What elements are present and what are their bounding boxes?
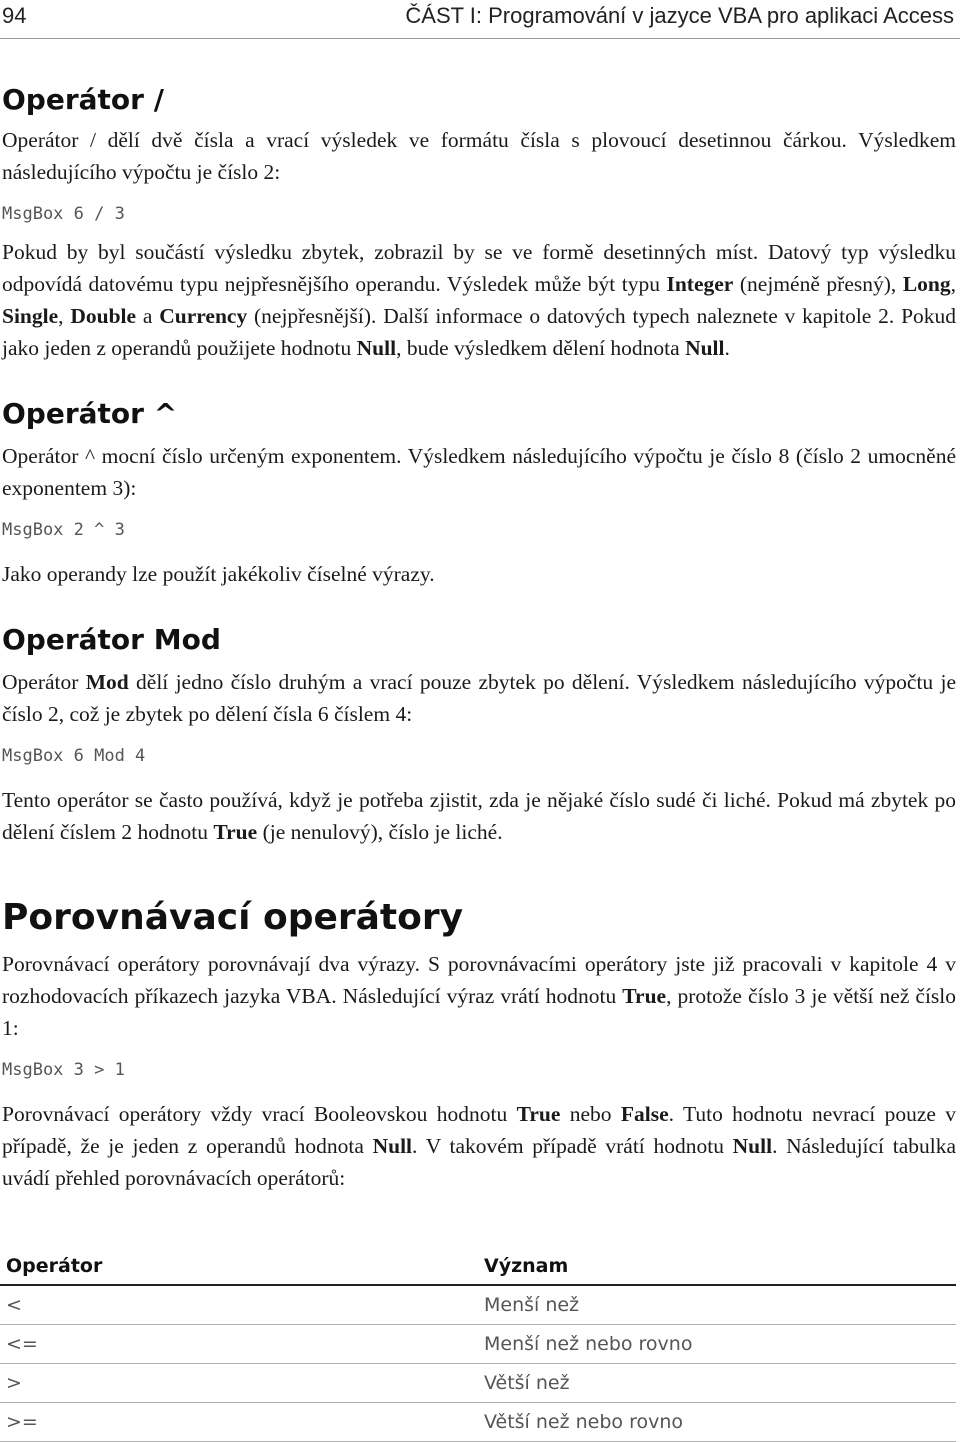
table-cell-meaning: Menší než nebo rovno: [484, 1333, 693, 1355]
table-row: [0, 1286, 956, 1325]
page-content: [2, 80, 956, 1194]
table-header-cell: Význam: [484, 1255, 569, 1277]
table-cell-meaning: Menší než: [484, 1294, 580, 1316]
paragraph: Tento operátor se často používá, když je potřeba zjistit, zda je nějaké číslo sudé či liché. Pokud má zbytek po dělení číslem 2 hodnotu True (je nenulový), číslo je liché.: [2, 788, 956, 844]
paragraph: Operátor Mod dělí jedno číslo druhým a vrací pouze zbytek po dělení. Výsledkem následujícího výpočtu je číslo 2, což je zbytek po dělení čísla 6 číslem 4:: [2, 670, 956, 726]
running-head: ČÁST I: Programování v jazyce VBA pro aplikaci Access: [405, 3, 954, 28]
table-row: [0, 1325, 956, 1364]
table-row: [0, 1403, 956, 1442]
table-header-row: [0, 1247, 956, 1286]
table-cell-operator: >=: [6, 1411, 38, 1433]
section-heading-division: Operátor /: [2, 83, 164, 116]
paragraph: Operátor / dělí dvě čísla a vrací výsledek ve formátu čísla s plovoucí desetinnou čárkou. Výsledkem následujícího výpočtu je číslo 2:: [2, 128, 956, 184]
table-cell-meaning: Větší než: [484, 1372, 570, 1394]
paragraph: Jako operandy lze použít jakékoliv číselné výrazy.: [2, 562, 435, 586]
chapter-heading-comparison: Porovnávací operátory: [2, 897, 464, 938]
code-sample: MsgBox 6 Mod 4: [2, 746, 146, 766]
page-number: 94: [2, 3, 27, 28]
table-cell-operator: <: [6, 1294, 22, 1316]
section-heading-mod: Operátor Mod: [2, 623, 221, 656]
code-sample: MsgBox 6 / 3: [2, 204, 125, 224]
paragraph: Porovnávací operátory vždy vrací Booleovskou hodnotu True nebo False. Tuto hodnotu nevrací pouze v případě, že je jeden z operandů hodnota Null. V takovém případě vrátí hodnotu Null. Následující tabulka uvádí přehled porovnávacích operátorů:: [2, 1102, 956, 1190]
table-header-cell: Operátor: [6, 1255, 103, 1277]
paragraph: Operátor ^ mocní číslo určeným exponentem. Výsledkem následujícího výpočtu je číslo 8 (číslo 2 umocněné exponentem 3):: [2, 444, 956, 500]
paragraph: Pokud by byl součástí výsledku zbytek, zobrazil by se ve formě desetinných míst. Datový typ výsledku odpovídá datovému typu nejpřesnějšího operandu. Výsledek může být typu Integer (nejméně přesný), Long, Single, Double a Currency (nejpřesnější). Další informace o datových typech naleznete v kapitole 2. Pokud jako jeden z operandů použijete hodnotu Null, bude výsledkem dělení hodnota Null.: [2, 240, 957, 360]
table-cell-operator: >: [6, 1372, 22, 1394]
page-header: [0, 0, 960, 39]
section-heading-power: Operátor ^: [2, 397, 178, 430]
table-row: [0, 1364, 956, 1403]
table-cell-meaning: Větší než nebo rovno: [484, 1411, 684, 1433]
table-cell-operator: <=: [6, 1333, 38, 1355]
code-sample: MsgBox 2 ^ 3: [2, 520, 125, 540]
operators-table: [0, 1247, 956, 1442]
paragraph: Porovnávací operátory porovnávají dva výrazy. S porovnávacími operátory jste již pracovali v kapitole 4 v rozhodovacích příkazech jazyka VBA. Následující výraz vrátí hodnotu True, protože číslo 3 je větší než číslo 1:: [2, 952, 957, 1040]
code-sample: MsgBox 3 > 1: [2, 1060, 125, 1080]
